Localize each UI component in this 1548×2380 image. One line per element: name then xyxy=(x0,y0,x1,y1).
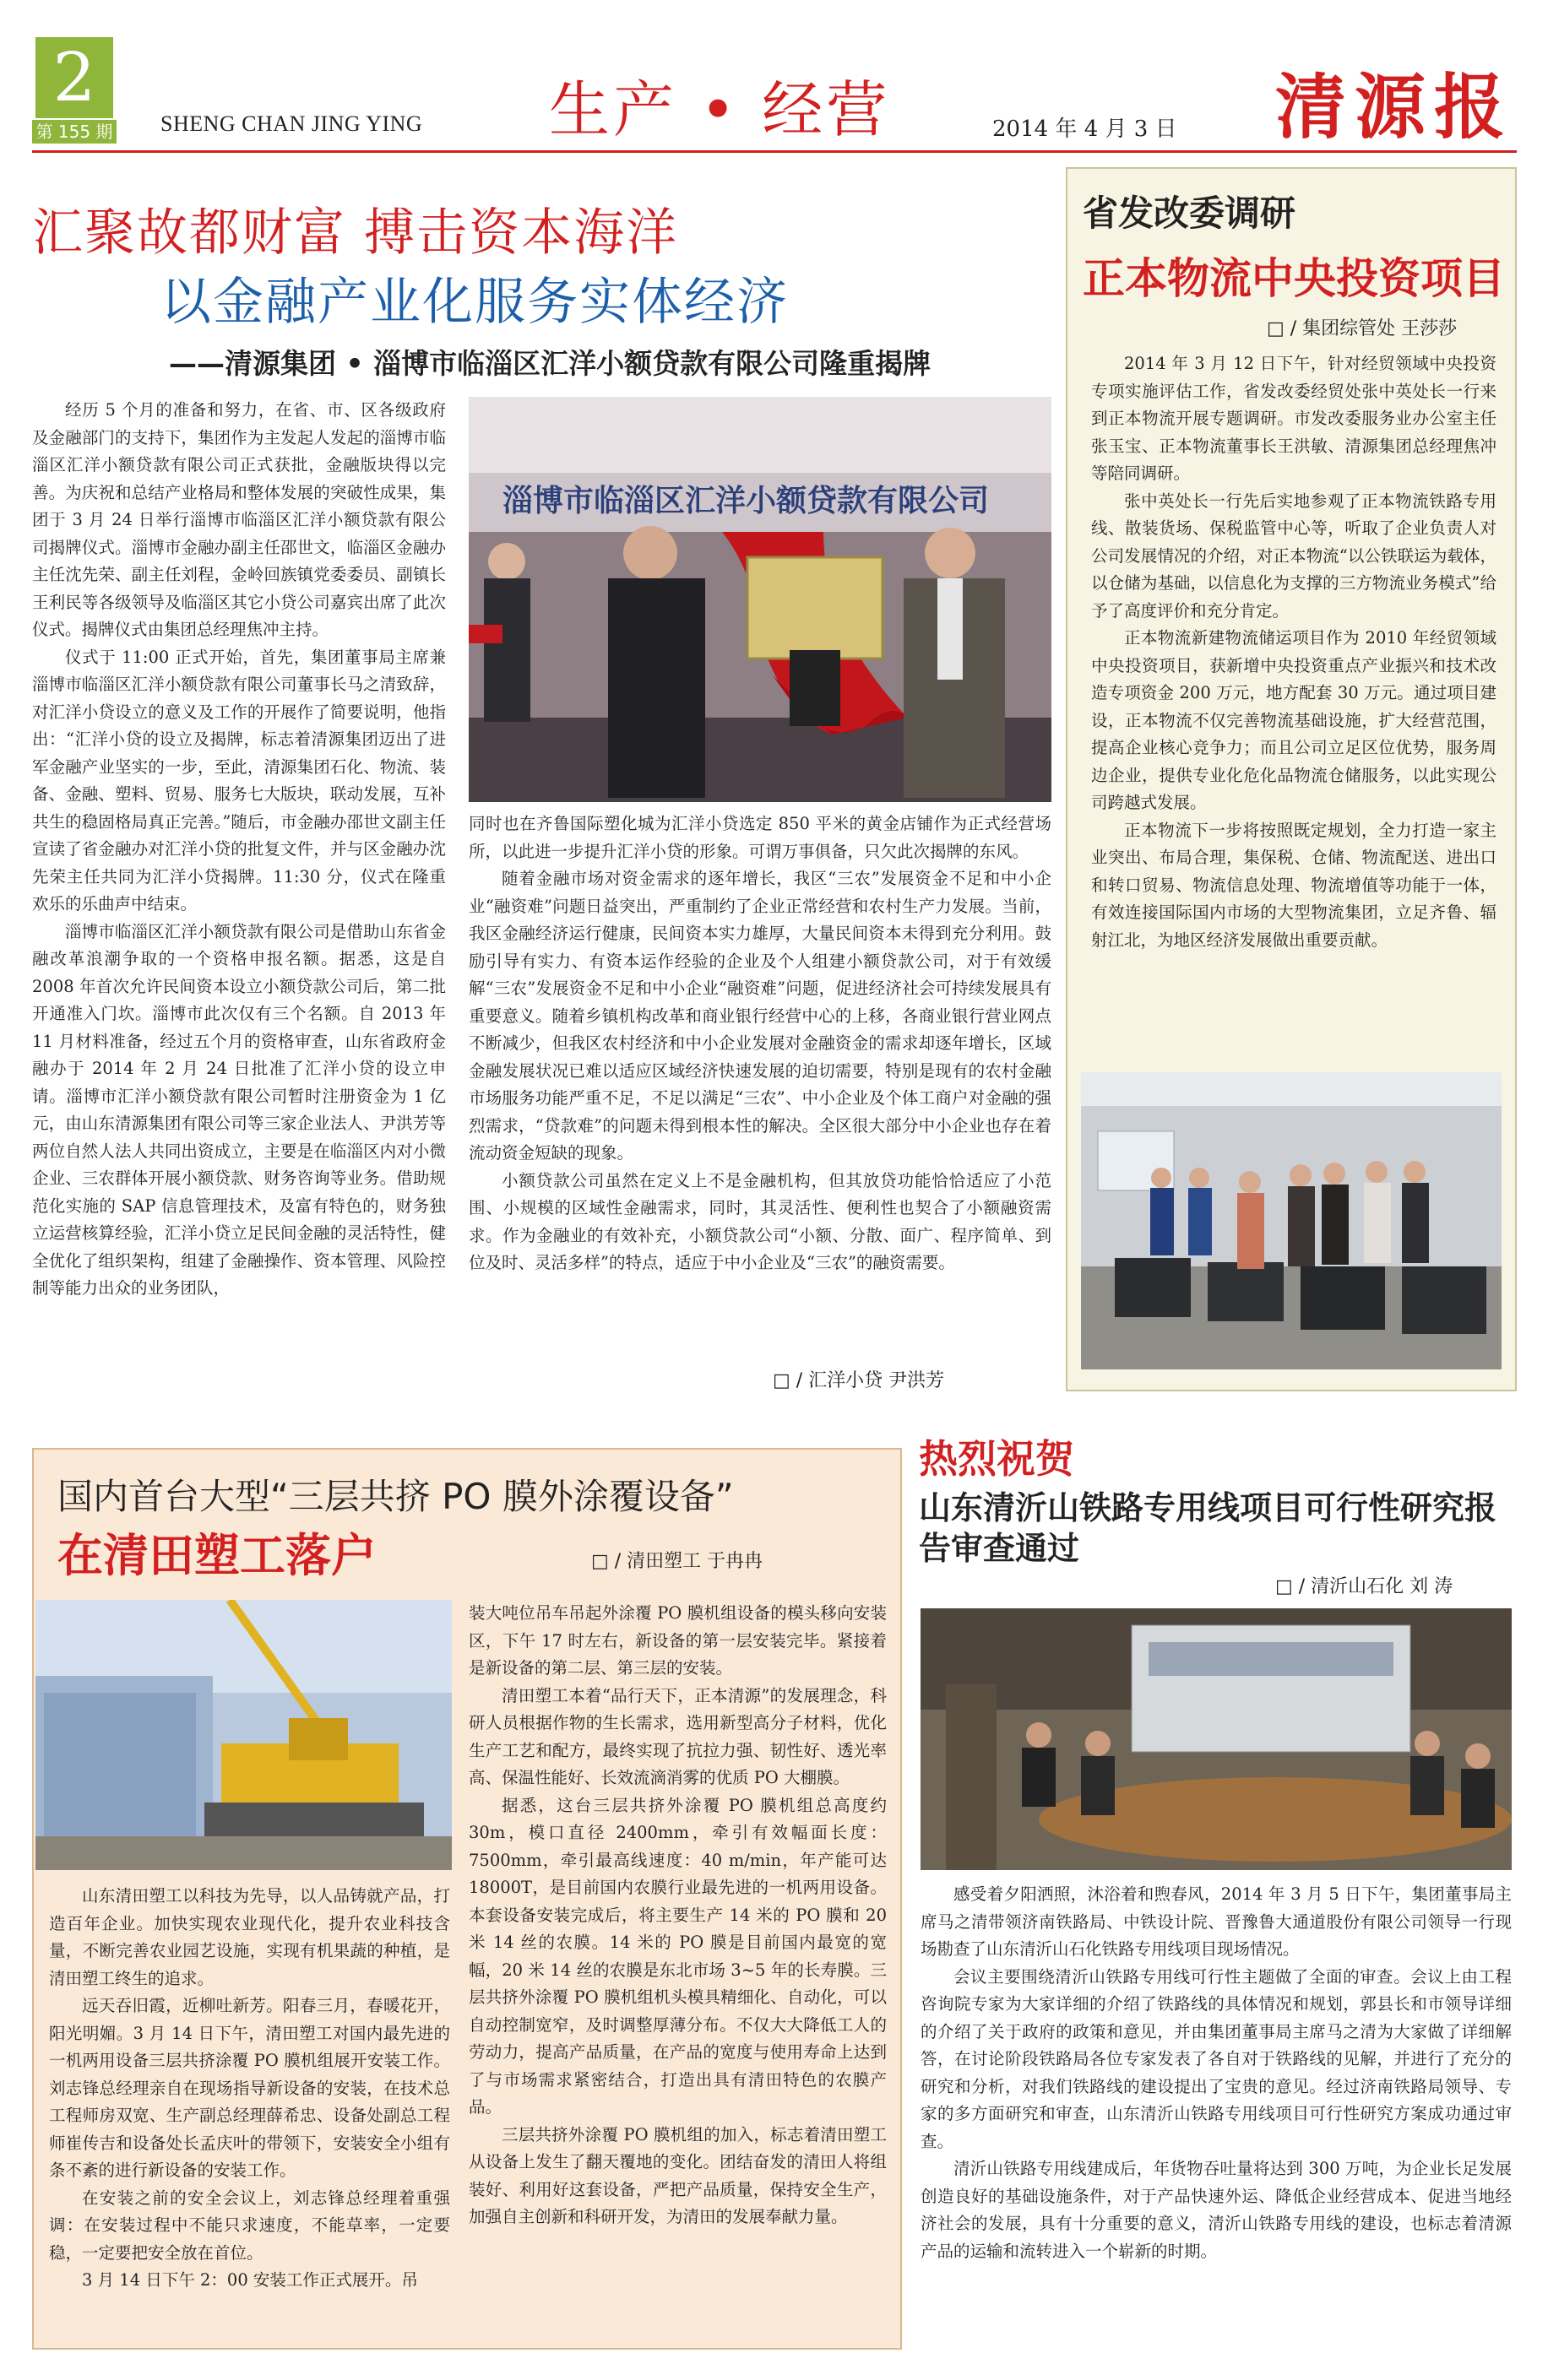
article3-kicker: 热烈祝贺 xyxy=(919,1436,1074,1482)
paragraph: 据悉，这台三层共挤外涂覆 PO 膜机组总高度约 30m，模口直径 2400mm，牵引有效幅面长度：7500mm，牵引最高线速度：40 m/min，年产能可达 18000T，是目前国内农膜行业最先进的一机两用设备。本套设备安装完成后，将主要生产 14 米的 PO 膜和 20 米 14 丝的农膜。14 米的 PO 膜是目前国内最宽的宽幅，20 米 14 丝的农膜是东北市场 3~5 年的长寿膜。三层共挤外涂覆 PO 膜机组机头模具精细化、自动化，可以自动控制宽窄，及时调整厚薄分布。不仅大大降低工人的劳动力，提高产品质量，在产品的宽度与使用寿命上达到了与市场需求紧密结合，打造出具有清田特色的农膜产品。 xyxy=(469,1795,887,2117)
paragraph: 正本物流新建物流储运项目作为 2010 年经贸领域中央投资项目，获新增中央投资重点产业振兴和技术改造专项资金 200 万元，地方配套 30 万元。通过项目建设，正本物流不仅完善物流基础设施，扩大经营范围，提高企业核心竞争力；而且公司立足区位优势，服务周边企业，提供专业化危化品物流仓储服务，以此实现公司跨越式发展。 xyxy=(1091,628,1496,812)
section-pinyin: SHENG CHAN JING YING xyxy=(160,111,423,136)
paragraph: 装大吨位吊车吊起外涂覆 PO 膜机组设备的模头移向安装区，下午 17 时左右，新设备的第一层安装完毕。紧接着是新设备的第二层、第三层的安装。 xyxy=(469,1603,887,1678)
article1-subtitle: ——清源集团 • 淄博市临淄区汇洋小额贷款有限公司隆重揭牌 xyxy=(169,347,932,380)
paragraph: 2014 年 3 月 12 日下午，针对经贸领域中央投资专项实施评估工作，省发改委经贸处张中英处长一行来到正本物流开展专题调研。市发改委服务业办公室主任张玉宝、正本物流董事长王洪敏、清源集团总经理焦冲等陪同调研。 xyxy=(1091,354,1496,483)
paragraph: 山东清田塑工以科技为先导，以人品铸就产品，打造百年企业。加快实现农业现代化，提升农业科技含量，不断完善农业园艺设施，实现有机果蔬的种植，是清田塑工终生的追求。 xyxy=(49,1886,450,1988)
article2-column-2 xyxy=(469,1600,887,2231)
page-number: 2 xyxy=(35,37,113,118)
crane-installation-photo xyxy=(35,1600,452,1870)
meeting-room-photo xyxy=(921,1608,1512,1870)
sidebar-title-line1: 省发改委调研 xyxy=(1083,192,1296,234)
paragraph: 正本物流下一步将按照既定规划，全力打造一家主业突出、布局合理，集保税、仓储、物流配送、进出口和转口贸易、物流信息处理、物流增值等功能于一体，有效连接国际国内市场的大型物流集团，立足齐鲁、辐射江北，为地区经济发展做出重要贡献。 xyxy=(1091,820,1496,950)
header-rule xyxy=(32,150,1517,153)
paragraph: 清沂山铁路专用线建成后，年货物吞吐量将达到 300 万吨，为企业长足发展创造良好的基础设施条件，对于产品快速外运、降低企业经营成本、促进当地经济社会的发展，具有十分重要的意义，清沂山铁路专用线的建设，也标志着清源产品的运输和流转进入一个崭新的时期。 xyxy=(921,2159,1512,2261)
paragraph: 同时也在齐鲁国际塑化城为汇洋小贷选定 850 平米的黄金店铺作为正式经营场所，以此进一步提升汇洋小贷的形象。可谓万事俱备，只欠此次揭牌的东风。 xyxy=(469,814,1051,861)
sidebar-title-line2: 正本物流中央投资项目 xyxy=(1083,253,1505,303)
paragraph: 远天吞旧霞，近柳吐新芳。阳春三月，春暖花开，阳光明媚。3 月 14 日下午，清田塑工对国内最先进的一机两用设备三层共挤涂覆 PO 膜机组展开安装工作。刘志锋总经理亲自在现场指导新设备的安装，在技术总工程师房双宽、生产副总经理薛希忠、设备处副总工程师崔传吉和设备处长孟庆叶的带领下，安装安全小组有条不紊的进行新设备的安装工作。 xyxy=(49,1996,450,2180)
paragraph: 感受着夕阳洒照，沐浴着和煦春风，2014 年 3 月 5 日下午，集团董事局主席马之清带领济南铁路局、中铁设计院、晋豫鲁大通道股份有限公司领导一行现场勘查了山东清沂山石化铁路专用线项目现场情况。 xyxy=(921,1884,1512,1959)
sidebar-body xyxy=(1091,350,1496,954)
article2-title-line1: 国内首台大型“三层共挤 PO 膜外涂覆设备” xyxy=(57,1476,734,1517)
article3-byline: □ / 清沂山石化 刘 涛 xyxy=(1275,1576,1453,1597)
article2-column-1 xyxy=(49,1883,450,2295)
article1-title-line1: 汇聚故都财富 搏击资本海洋 xyxy=(32,203,679,263)
paragraph: 小额贷款公司虽然在定义上不是金融机构，但其放贷功能恰恰适应了小范围、小规模的区域性金融需求，同时，其灵活性、便利性也契合了小额融资需求。作为金融业的有效补充，小额贷款公司“小额、分散、面广、程序简单、到位及时、灵活多样”的特点，适应于中小企业及“三农”的融资需要。 xyxy=(469,1170,1051,1272)
article2-title-line2: 在清田塑工落户 xyxy=(57,1528,377,1582)
control-room-visit-photo xyxy=(1081,1072,1502,1369)
article3-title: 山东清沂山铁路专用线项目可行性研究报告审查通过 xyxy=(919,1489,1497,1567)
issue-number: 第 155 期 xyxy=(32,120,117,144)
paragraph: 经历 5 个月的准备和努力，在省、市、区各级政府及金融部门的支持下，集团作为主发起人发起的淄博市临淄区汇洋小额贷款有限公司正式获批，金融版块得以完善。为庆祝和总结产业格局和整体发展的突破性成果，集团于 3 月 24 日举行淄博市临淄区汇洋小额贷款有限公司揭牌仪式。淄博市金融办副主任邵世文，临淄区金融办主任沈先荣、副主任刘程，金岭回族镇党委委员、副镇长王利民等各级领导及临淄区其它小贷公司嘉宾出席了此次仪式。揭牌仪式由集团总经理焦冲主持。 xyxy=(32,400,446,639)
paragraph: 三层共挤外涂覆 PO 膜机组的加入，标志着清田塑工从设备上发生了翻天覆地的变化。团结奋发的清田人将组装好、利用好这套设备，严把产品质量，保持安全生产，加强自主创新和科研开发，为清田的发展奉献力量。 xyxy=(469,2124,887,2226)
paragraph: 张中英处长一行先后实地参观了正本物流铁路专用线、散装货场、保税监管中心等，听取了企业负责人对公司发展情况的介绍，对正本物流“以公铁联运为载体，以仓储为基础，以信息化为支撑的三方物流业务模式”给予了高度评价和充分肯定。 xyxy=(1091,491,1496,621)
article3-body xyxy=(921,1881,1512,2265)
paragraph: 仪式于 11:00 正式开始，首先，集团董事局主席兼淄博市临淄区汇洋小额贷款有限公司董事长马之清致辞，对汇洋小贷设立的意义及工作的开展作了简要说明，他指出：“汇洋小贷的设立及揭牌，标志着清源集团迈出了进军金融产业坚实的一步，至此，清源集团石化、物流、装备、金融、塑料、贸易、服务七大版块，联动发展，互补共生的稳固格局真正完善。”随后，市金融办邵世文副主任宣读了省金融办对汇洋小贷的批复文件，并与区金融办沈先荣主任共同为汇洋小贷揭牌。11:30 分，仪式在隆重欢乐的乐曲声中结束。 xyxy=(32,647,446,914)
unveiling-ceremony-photo xyxy=(469,397,1051,802)
article1-column-1 xyxy=(32,397,446,1303)
issue-date: 2014 年 4 月 3 日 xyxy=(992,117,1177,142)
paragraph: 会议主要围绕清沂山铁路专用线可行性主题做了全面的审查。会议上由工程咨询院专家为大家详细的介绍了铁路线的具体情况和规划，郭县长和市领导详细的介绍了关于政府的政策和意见，并由集团董事局主席马之清为大家做了详细解答，在讨论阶段铁路局各位专家发表了各自对于铁路线的见解，并进行了充分的研究和分析，对我们铁路线的建设提出了宝贵的意见。经过济南铁路局领导、专家的多方面研究和审查，山东清沂山铁路专用线项目可行性研究方案成功通过审查。 xyxy=(921,1966,1512,2151)
section-title: 生产 • 经营 xyxy=(549,74,891,145)
backdrop-banner-text: 淄博市临淄区汇洋小额贷款有限公司 xyxy=(502,484,990,518)
article1-byline: □ / 汇洋小贷 尹洪芳 xyxy=(773,1370,945,1391)
sidebar-byline: □ / 集团综管处 王莎莎 xyxy=(1267,318,1458,339)
newspaper-logo: 清源报 xyxy=(1275,65,1514,149)
paragraph: 3 月 14 日下午 2：00 安装工作正式展开。吊 xyxy=(82,2270,418,2290)
article1-column-2 xyxy=(469,811,1051,1277)
paragraph: 在安装之前的安全会议上，刘志锋总经理着重强调：在安装过程中不能只求速度，不能草率，一定要稳，一定要把安全放在首位。 xyxy=(49,2188,450,2263)
paragraph: 淄博市临淄区汇洋小额贷款有限公司是借助山东省金融改革浪潮争取的一个资格申报名额。据悉，这是自 2008 年首次允许民间资本设立小额贷款公司后，第二批开通准入门坎。淄博市此次仅有三个名额。自 2013 年 11 月材料准备，经过五个月的资格审查，山东省政府金融办于 2014 年 2 月 24 日批准了汇洋小贷的设立申请。淄博市汇洋小额贷款有限公司暂时注册资金为 1 亿元，由山东清源集团有限公司等三家企业法人、尹洪芳等两位自然人法人共同出资成立，主要是在临淄区内对小微企业、三农群体开展小额贷款、财务咨询等业务。借助规范化实施的 SAP 信息管理技术，及富有特色的，财务独立运营核算经验，汇洋小贷立足民间金融的灵活特性，健全优化了组织架构，组建了金融操作、资本管理、风险控制等能力出众的业务团队， xyxy=(32,921,446,1298)
article1-title-line2: 以金融产业化服务实体经济 xyxy=(160,273,789,332)
article2-byline: □ / 清田塑工 于冉冉 xyxy=(591,1551,763,1572)
paragraph: 随着金融市场对资金需求的逐年增长，我区“三农”发展资金不足和中小企业“融资难”问题日益突出，严重制约了企业正常经营和农村生产力发展。当前，我区金融经济运行健康，民间资本实力雄厚，大量民间资本未得到充分利用。鼓励引导有实力、有资本运作经验的企业及个人组建小额贷款公司，对于有效缓解“三农”发展资金不足和中小企业“融资难”问题，促进经济社会可持续发展具有重要意义。随着乡镇机构改革和商业银行经营中心的上移，各商业银行营业网点不断减少，但我区农村经济和中小企业发展对金融资金的需求却逐年增长，区域金融发展状况已难以适应区域经济快速发展的迫切需要，特别是现有的农村金融市场服务功能严重不足，不足以满足“三农”、中小企业及个体工商户对金融的强烈需求，“贷款难”的问题未得到根本性的解决。全区很大部分中小企业也存在着流动资金短缺的现象。 xyxy=(469,869,1051,1163)
paragraph: 清田塑工本着“品行天下，正本清源”的发展理念，科研人员根据作物的生长需求，选用新型高分子材料，优化生产工艺和配方，最终实现了抗拉力强、韧性好、透光率高、保温性能好、长效流滴消雾的优质 PO 大棚膜。 xyxy=(469,1685,887,1787)
